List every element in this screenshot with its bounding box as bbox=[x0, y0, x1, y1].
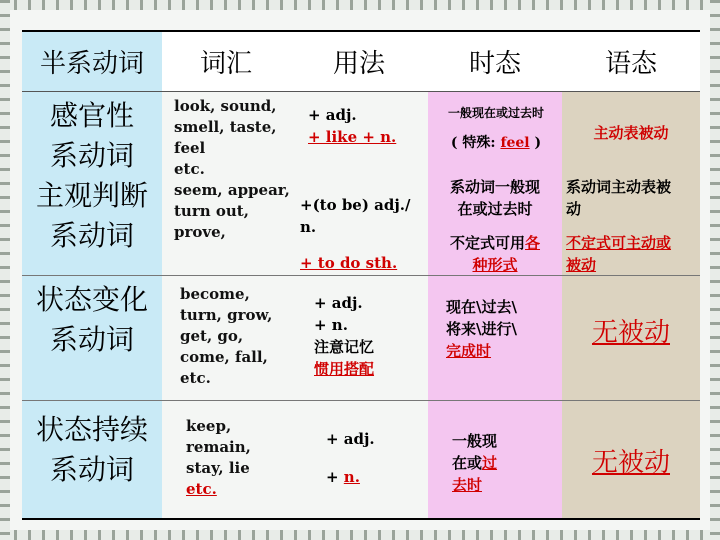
vocab-line: look, sound, bbox=[174, 97, 277, 115]
category-line: 系动词 bbox=[49, 453, 134, 486]
voice-sensory: 主动表被动 bbox=[593, 124, 669, 142]
vocab-line: smell, taste, feel bbox=[174, 118, 277, 157]
voice-line: 不定式可主动或 bbox=[566, 234, 672, 252]
category-line: 状态持续 bbox=[35, 413, 148, 446]
vocab-judgment bbox=[174, 180, 294, 243]
category-judgment-line1: 主观判断 bbox=[35, 179, 148, 212]
vocab-line: get, go, bbox=[180, 327, 244, 345]
vocab-line: stay, lie bbox=[186, 459, 250, 477]
tense-persist bbox=[452, 430, 552, 496]
usage-to-do: + to do sth. bbox=[300, 254, 398, 272]
usage-judgment bbox=[300, 194, 428, 274]
decorative-border-right bbox=[710, 0, 720, 540]
category-line: 状态变化 bbox=[35, 283, 148, 316]
vocab-line: turn, grow, bbox=[180, 306, 273, 324]
category-line: 系动词 bbox=[49, 323, 134, 356]
voice-line: 动 bbox=[566, 200, 582, 218]
tense-line: 现在\过去\ bbox=[446, 298, 517, 316]
usage-adj: + adj. bbox=[308, 106, 357, 124]
usage-to-be: +(to be) adj./ n. bbox=[300, 196, 411, 236]
vocab-line: prove, bbox=[174, 223, 226, 241]
vocab-line: turn out, bbox=[174, 202, 249, 220]
vocab-line: keep, bbox=[186, 417, 232, 435]
usage-line: + n. bbox=[326, 468, 360, 486]
decorative-border-bottom bbox=[0, 530, 720, 540]
tense-special: ( 特殊: feel ) bbox=[450, 135, 542, 151]
tense-line: 完成时 bbox=[446, 342, 492, 360]
vocab-line: etc. bbox=[186, 480, 217, 498]
vocab-sensory bbox=[174, 96, 304, 180]
header-usage: 用法 bbox=[290, 30, 428, 92]
vocab-line: remain, bbox=[186, 438, 251, 456]
decorative-border-left bbox=[0, 0, 10, 540]
category-sensory-line1: 感官性 bbox=[49, 99, 134, 132]
vocab-line: become, bbox=[180, 285, 250, 303]
tense-line: 在或过 bbox=[452, 454, 498, 472]
row-separator bbox=[22, 400, 700, 401]
usage-change bbox=[314, 292, 424, 380]
header-tense: 时态 bbox=[428, 30, 562, 92]
linking-verb-table bbox=[22, 30, 700, 520]
usage-line: + n. bbox=[314, 316, 348, 334]
voice-change: 无被动 bbox=[591, 318, 670, 348]
usage-line: + adj. bbox=[326, 430, 375, 448]
tense-sensory bbox=[432, 102, 560, 154]
header-category: 半系动词 bbox=[22, 30, 162, 92]
tense-line: 系动词一般现 bbox=[449, 178, 540, 196]
vocab-line: etc. bbox=[180, 369, 211, 387]
tense-infinitive: 不定式可用各 bbox=[449, 234, 541, 252]
tense-change bbox=[446, 296, 556, 362]
usage-line: + adj. bbox=[314, 294, 363, 312]
category-judgment-line2: 系动词 bbox=[49, 219, 134, 252]
tense-line: 去时 bbox=[452, 476, 483, 494]
tense-line: 将来\进行\ bbox=[446, 320, 517, 338]
vocab-persist bbox=[186, 416, 296, 500]
header-vocabulary: 词汇 bbox=[162, 30, 290, 92]
vocab-line: etc. bbox=[174, 160, 205, 178]
tense-general: 一般现在或过去时 bbox=[447, 106, 544, 120]
usage-persist bbox=[326, 428, 426, 488]
category-persist bbox=[22, 410, 162, 490]
tense-line: 在或过去时 bbox=[457, 200, 533, 218]
voice-line: 被动 bbox=[566, 256, 597, 274]
vocab-line: seem, appear, bbox=[174, 181, 290, 199]
decorative-border-top bbox=[0, 0, 720, 10]
table-bottom-rule bbox=[22, 518, 700, 520]
voice-line: 系动词主动表被 bbox=[566, 178, 672, 196]
vocab-line: come, fall, bbox=[180, 348, 268, 366]
tense-line: 种形式 bbox=[472, 256, 518, 274]
usage-line: 惯用搭配 bbox=[314, 360, 375, 378]
usage-line: 注意记忆 bbox=[314, 338, 375, 356]
category-sensory-line2: 系动词 bbox=[49, 139, 134, 172]
category-change bbox=[22, 280, 162, 360]
usage-sensory bbox=[308, 104, 426, 148]
category-sensory bbox=[22, 96, 162, 256]
vocab-change bbox=[180, 284, 298, 389]
tense-line: 一般现 bbox=[452, 432, 498, 450]
header-voice: 语态 bbox=[562, 30, 700, 92]
usage-like-n: + like + n. bbox=[308, 128, 397, 146]
voice-persist: 无被动 bbox=[591, 448, 670, 478]
tense-judgment bbox=[428, 176, 562, 276]
voice-judgment bbox=[566, 176, 700, 276]
